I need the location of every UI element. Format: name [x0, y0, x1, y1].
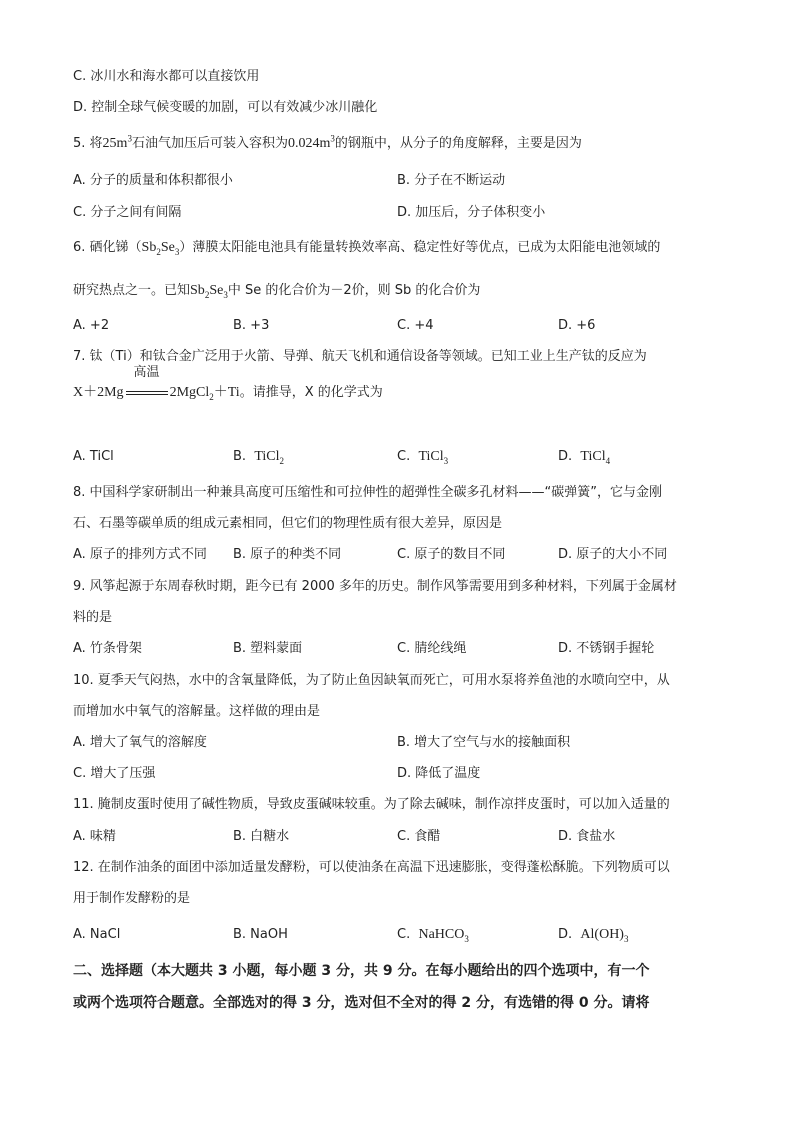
- q8-option-b: B. 原子的种类不同: [233, 547, 342, 562]
- question-5: [73, 135, 582, 153]
- q9-option-d: D. 不锈钢手握轮: [558, 641, 655, 656]
- q8-option-d: D. 原子的大小不同: [558, 547, 668, 562]
- q7-equation: [73, 365, 383, 402]
- q5-text-end: 的钢瓶中，从分子的角度解释，主要是因为: [334, 136, 582, 151]
- question-10-line-2: 而增加水中氧气的溶解量。这样做的理由是: [73, 704, 321, 719]
- q7-option-b: B. TiCl$_2$: [233, 449, 285, 466]
- section-2-heading-line-1: 二、选择题（本大题共 3 小题，每小题 3 分，共 9 分。在每小题给出的四个选项中，有一个: [73, 963, 650, 979]
- question-8-line-2: 石、石墨等碳单质的组成元素相同，但它们的物理性质有很大差异，原因是: [73, 516, 503, 531]
- question-12-line-1: 12. 在制作油条的面团中添加适量发酵粉，可以使油条在高温下迅速膨胀，变得蓬松酥脆。下列物质可以: [73, 860, 670, 875]
- q5-option-b: B. 分子在不断运动: [397, 173, 506, 188]
- question-10-line-1: 10. 夏季天气闷热，水中的含氧量降低，为了防止鱼因缺氧而死亡，可用水泵将养鱼池的水喷向空中，从: [73, 673, 670, 688]
- q7-option-d: D. TiCl$_4$: [558, 449, 611, 466]
- question-7-line-1: 7. 钛（Ti）和钛合金广泛用于火箭、导弹、航天飞机和通信设备等领域。已知工业上生产钛的反应为: [73, 349, 647, 364]
- q6-option-c: C. +4: [397, 318, 434, 333]
- q8-option-a: A. 原子的排列方式不同: [73, 547, 207, 562]
- q11-option-a: A. 味精: [73, 829, 116, 844]
- q9-option-b: B. 塑料蒙面: [233, 641, 303, 656]
- q12-option-b: B. NaOH: [233, 927, 288, 942]
- q7-reactants: X＋2Mg: [73, 385, 124, 400]
- question-6-line-2: 研究热点之一。已知$Sb_2Se_3$中 Se 的化合价为－2价，则 Sb 的化合价为: [73, 283, 481, 300]
- question-9-line-1: 9. 风筝起源于东周春秋时期，距今已有 2000 多年的历史。制作风筝需要用到多种材料，下列属于金属材: [73, 579, 677, 594]
- q4-option-c: C. 冰川水和海水都可以直接饮用: [73, 69, 260, 84]
- q10-option-d: D. 降低了温度: [397, 766, 481, 781]
- q11-option-c: C. 食醋: [397, 829, 441, 844]
- q7-products: 2MgCl$_2$＋Ti: [169, 385, 240, 402]
- q5-option-d: D. 加压后，分子体积变小: [397, 205, 546, 220]
- q10-option-a: A. 增大了氧气的溶解度: [73, 735, 207, 750]
- q9-option-c: C. 腈纶线绳: [397, 641, 467, 656]
- q9-option-a: A. 竹条骨架: [73, 641, 142, 656]
- q7-condition: 高温: [133, 365, 160, 380]
- q5-option-c: C. 分子之间有间隔: [73, 205, 182, 220]
- question-6-line-1: 6. 硒化锑$(Sb_2Se_3)$薄膜太阳能电池具有能量转换效率高、稳定性好等优点，已成为太阳能电池领域的: [73, 240, 661, 257]
- q12-option-c: C. NaHCO$_3$: [397, 927, 469, 944]
- question-12-line-2: 用于制作发酵粉的是: [73, 891, 191, 906]
- q11-option-d: D. 食盐水: [558, 829, 616, 844]
- q12-option-a: A. NaCl: [73, 927, 121, 942]
- question-8-line-1: 8. 中国科学家研制出一种兼具高度可压缩性和可拉伸性的超弹性全碳多孔材料——“碳弹簧”，它与金刚: [73, 485, 663, 500]
- q6-option-b: B. +3: [233, 318, 270, 333]
- q5-volume-2: $0.024m^3$: [287, 133, 335, 151]
- question-11-line-1: 11. 腌制皮蛋时使用了碱性物质，导致皮蛋碱味较重。为了除去碱味，制作凉拌皮蛋时，可以加入适量的: [73, 797, 670, 812]
- q10-option-c: C. 增大了压强: [73, 766, 156, 781]
- q6-formula: $Sb_2Se_3$: [141, 240, 180, 257]
- q12-option-d: D. $Al(OH)_3$: [558, 927, 629, 944]
- q5-number: 5. 将: [73, 136, 103, 151]
- q8-option-c: C. 原子的数目不同: [397, 547, 506, 562]
- question-9-line-2: 料的是: [73, 610, 113, 625]
- q7-text: 。请推导，X 的化学式为: [239, 385, 383, 400]
- section-2-heading-line-2: 或两个选项符合题意。全部选对的得 3 分，选对但不全对的得 2 分，有选错的得 0 分。请将: [73, 995, 650, 1011]
- q4-option-d: D. 控制全球气候变暖的加剧，可以有效减少冰川融化: [73, 100, 378, 115]
- q6-option-a: A. +2: [73, 318, 110, 333]
- q5-text: 石油气加压后可装入容积为: [131, 136, 288, 151]
- q7-option-c: C. TiCl$_3$: [397, 449, 449, 466]
- q6-formula-2: $Sb_2Se_3$: [190, 283, 228, 300]
- q5-option-a: A. 分子的质量和体积都很小: [73, 173, 233, 188]
- q6-option-d: D. +6: [558, 318, 596, 333]
- q11-option-b: B. 白糖水: [233, 829, 290, 844]
- q7-option-a: A. TiCl: [73, 449, 114, 464]
- q5-volume-1: $25m^3$: [102, 133, 132, 151]
- q7-reaction-arrow: [126, 365, 168, 401]
- q10-option-b: B. 增大了空气与水的接触面积: [397, 735, 571, 750]
